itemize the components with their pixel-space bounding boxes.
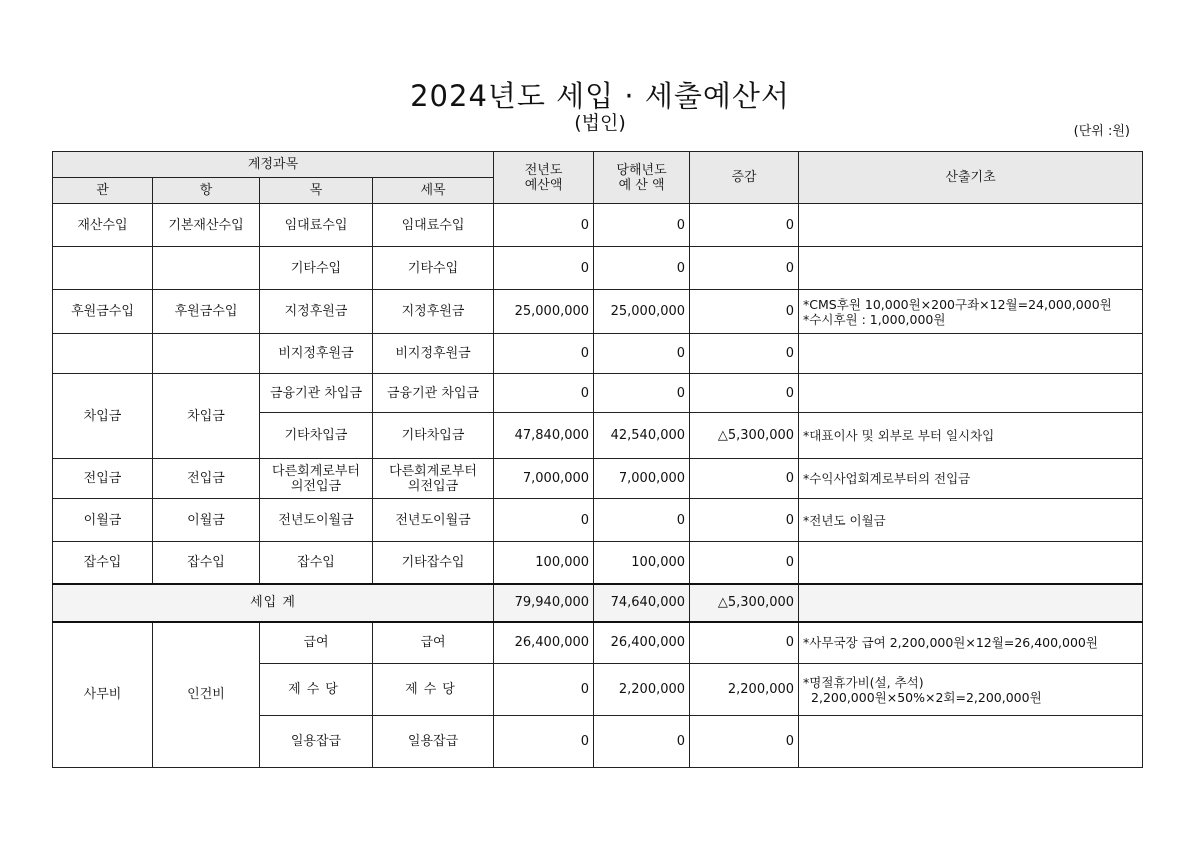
cell-gwan: 잡수입	[53, 542, 153, 584]
cell-hang: 잡수입	[153, 542, 260, 584]
header-basis: 산출기초	[799, 152, 1143, 204]
cell-semok: 금융기관 차입금	[373, 374, 494, 413]
cell-curr: 2,200,000	[594, 664, 690, 716]
cell-gwan	[53, 247, 153, 290]
cell-mok: 기타차입금	[260, 413, 373, 459]
cell-mok: 잡수입	[260, 542, 373, 584]
basis-note: *수익사업회계로부터의 전입금	[803, 471, 971, 486]
total-label: 세입 계	[53, 584, 494, 622]
cell-hang: 후원금수입	[153, 290, 260, 334]
cell-curr: 0	[594, 247, 690, 290]
cell-gwan: 후원금수입	[53, 290, 153, 334]
cell-basis	[799, 716, 1143, 768]
cell-basis	[799, 204, 1143, 247]
cell-gwan	[53, 334, 153, 374]
cell-mok: 비지정후원금	[260, 334, 373, 374]
cell-curr: 0	[594, 374, 690, 413]
cell-curr: 42,540,000	[594, 413, 690, 459]
cell-curr: 0	[594, 334, 690, 374]
cell-gwan: 재산수입	[53, 204, 153, 247]
cell-mok: 일용잡급	[260, 716, 373, 768]
cell-basis	[799, 459, 1143, 499]
cell-basis	[799, 499, 1143, 542]
cell-hang	[153, 247, 260, 290]
cell-mok: 지정후원금	[260, 290, 373, 334]
cell-mok: 급여	[260, 622, 373, 664]
cell-semok: 지정후원금	[373, 290, 494, 334]
cell-basis	[799, 334, 1143, 374]
table-row	[53, 290, 1143, 334]
cell-prev: 47,840,000	[494, 413, 594, 459]
cell-diff: 0	[690, 542, 799, 584]
cell-basis	[799, 413, 1143, 459]
table-row	[53, 374, 1143, 413]
cell-hang	[153, 334, 260, 374]
cell-prev: 0	[494, 374, 594, 413]
cell-mok: 전년도이월금	[260, 499, 373, 542]
cell-hang: 차입금	[153, 374, 260, 459]
header-account-group: 계정과목	[53, 152, 494, 178]
cell-prev: 26,400,000	[494, 622, 594, 664]
table-row	[53, 499, 1143, 542]
basis-note: *CMS후원 10,000원×200구좌×12월=24,000,000원	[803, 296, 1112, 312]
cell-mok: 다른회계로부터 의전입금	[260, 459, 373, 499]
cell-semok: 기타잡수입	[373, 542, 494, 584]
cell-diff: 0	[690, 374, 799, 413]
cell-diff: 0	[690, 334, 799, 374]
cell-gwan: 이월금	[53, 499, 153, 542]
table-row	[53, 622, 1143, 664]
cell-curr: 0	[594, 204, 690, 247]
header-prev-budget: 전년도 예산액	[494, 152, 594, 204]
cell-mok: 금융기관 차입금	[260, 374, 373, 413]
header-row-1	[53, 152, 1143, 178]
cell-prev: 7,000,000	[494, 459, 594, 499]
cell-diff: 0	[690, 459, 799, 499]
cell-basis	[799, 542, 1143, 584]
basis-note: *명절휴가비(설, 추석)	[803, 674, 924, 690]
cell-prev: 0	[494, 716, 594, 768]
table-row	[53, 459, 1143, 499]
cell-diff: 0	[690, 290, 799, 334]
header-diff: 증감	[690, 152, 799, 204]
budget-table	[52, 151, 1143, 768]
total-diff: △5,300,000	[690, 584, 799, 622]
cell-curr: 0	[594, 499, 690, 542]
cell-diff: 0	[690, 499, 799, 542]
table-row	[53, 334, 1143, 374]
document-title: 2024년도 세입 · 세출예산서	[410, 79, 790, 113]
cell-curr: 7,000,000	[594, 459, 690, 499]
document-subtitle: (법인)	[574, 112, 626, 134]
cell-prev: 0	[494, 204, 594, 247]
cell-gwan: 전입금	[53, 459, 153, 499]
cell-curr: 0	[594, 716, 690, 768]
header-curr-budget: 당해년도 예 산 액	[594, 152, 690, 204]
cell-basis	[799, 664, 1143, 716]
cell-semok: 기타수입	[373, 247, 494, 290]
cell-diff: △5,300,000	[690, 413, 799, 459]
cell-diff: 0	[690, 622, 799, 664]
cell-diff: 0	[690, 204, 799, 247]
header-mok: 목	[260, 178, 373, 204]
cell-prev: 100,000	[494, 542, 594, 584]
cell-curr: 100,000	[594, 542, 690, 584]
cell-mok: 제수당	[260, 664, 373, 716]
header-gwan: 관	[53, 178, 153, 204]
basis-note: *전년도 이월금	[803, 512, 886, 528]
cell-basis	[799, 622, 1143, 664]
cell-semok: 제수당	[373, 664, 494, 716]
basis-note: 2,200,000원×50%×2회=2,200,000원	[811, 689, 1042, 705]
total-curr: 74,640,000	[594, 584, 690, 622]
basis-note: *수시후원 : 1,000,000원	[803, 311, 946, 327]
total-basis	[799, 584, 1143, 622]
cell-semok: 일용잡급	[373, 716, 494, 768]
cell-prev: 25,000,000	[494, 290, 594, 334]
cell-semok: 급여	[373, 622, 494, 664]
unit-label: (단위 :원)	[1073, 124, 1130, 139]
cell-hang: 전입금	[153, 459, 260, 499]
basis-note: *대표이사 및 외부로 부터 일시차입	[803, 428, 995, 443]
table-row	[53, 542, 1143, 584]
cell-semok: 다른회계로부터 의전입금	[373, 459, 494, 499]
table-row	[53, 204, 1143, 247]
basis-note: *사무국장 급여 2,200,000원×12월=26,400,000원	[803, 635, 1098, 651]
cell-hang: 기본재산수입	[153, 204, 260, 247]
cell-hang: 인건비	[153, 622, 260, 768]
cell-basis	[799, 374, 1143, 413]
cell-prev: 0	[494, 247, 594, 290]
cell-prev: 0	[494, 499, 594, 542]
cell-diff: 0	[690, 247, 799, 290]
total-row	[53, 584, 1143, 622]
table-row	[53, 247, 1143, 290]
header-hang: 항	[153, 178, 260, 204]
cell-hang: 이월금	[153, 499, 260, 542]
cell-semok: 임대료수입	[373, 204, 494, 247]
cell-mok: 기타수입	[260, 247, 373, 290]
cell-gwan: 사무비	[53, 622, 153, 768]
cell-semok: 비지정후원금	[373, 334, 494, 374]
cell-basis	[799, 247, 1143, 290]
cell-basis	[799, 290, 1143, 334]
cell-diff: 2,200,000	[690, 664, 799, 716]
cell-curr: 25,000,000	[594, 290, 690, 334]
cell-semok: 기타차입금	[373, 413, 494, 459]
header-semok: 세목	[373, 178, 494, 204]
cell-gwan: 차입금	[53, 374, 153, 459]
cell-diff: 0	[690, 716, 799, 768]
cell-mok: 임대료수입	[260, 204, 373, 247]
cell-prev: 0	[494, 664, 594, 716]
total-prev: 79,940,000	[494, 584, 594, 622]
cell-curr: 26,400,000	[594, 622, 690, 664]
cell-prev: 0	[494, 334, 594, 374]
cell-semok: 전년도이월금	[373, 499, 494, 542]
